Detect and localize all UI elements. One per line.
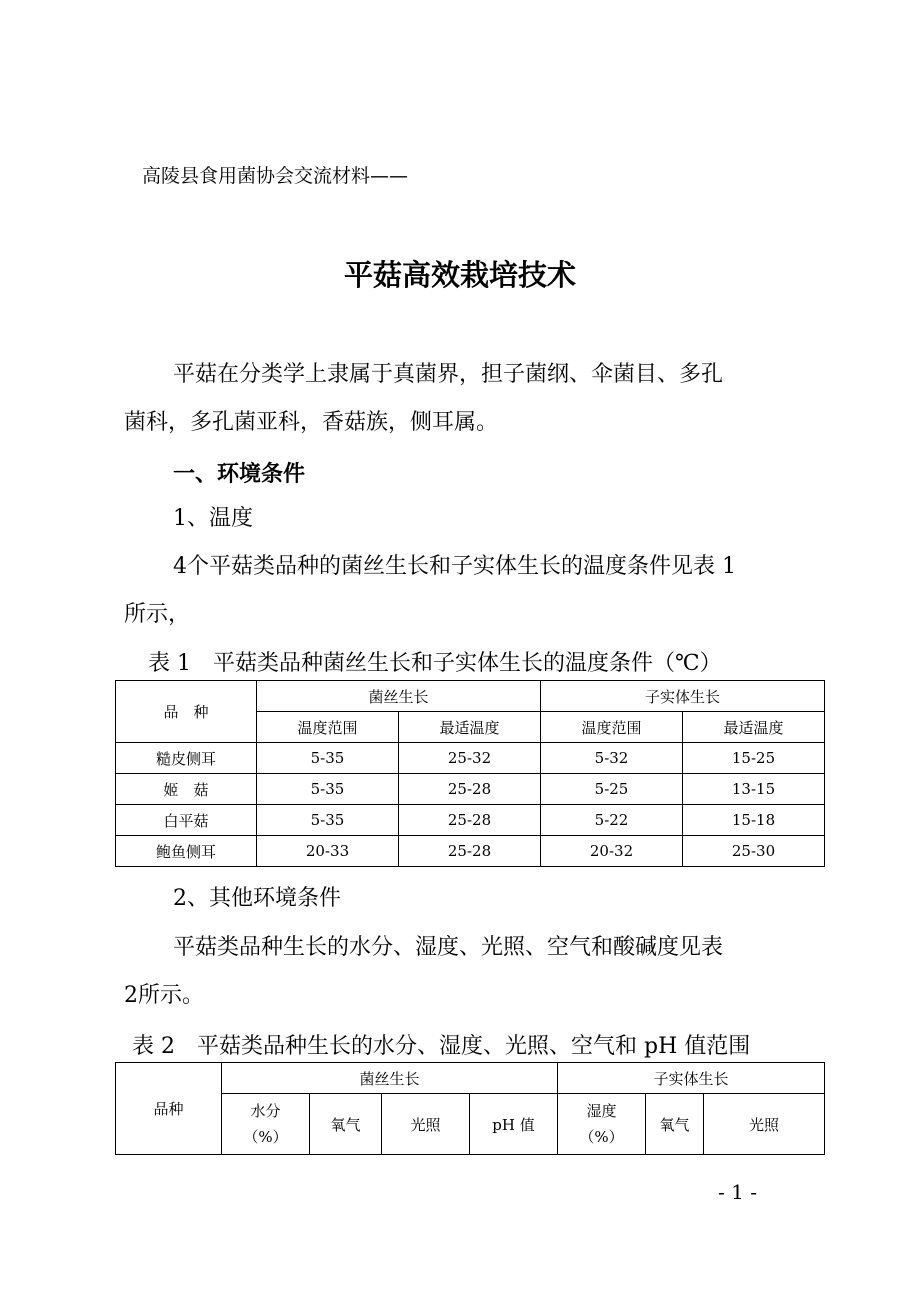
table2-subheader-humidity: [558, 1094, 646, 1155]
value-cell: 5-32: [541, 743, 683, 774]
value-cell: 25-30: [683, 836, 825, 867]
table2-header-variety: 品种: [116, 1063, 222, 1155]
subsection-heading-temperature: 1、温度: [173, 506, 253, 531]
temperature-para-line-2: 所示，: [124, 602, 191, 627]
humidity-label: 湿度: [586, 1102, 617, 1120]
table1-subheader-range: 温度范围: [541, 712, 683, 743]
temperature-table: [115, 680, 825, 867]
value-cell: 5-35: [257, 805, 399, 836]
table-row: [116, 774, 825, 805]
subsection-heading-other: 2、其他环境条件: [173, 886, 341, 911]
value-cell: 5-35: [257, 743, 399, 774]
variety-cell: 白平菇: [116, 805, 257, 836]
table2-subheader-water: [222, 1094, 310, 1155]
document-header: 高陵县食用菌协会交流材料——: [142, 165, 409, 187]
value-cell: 20-33: [257, 836, 399, 867]
temperature-para-line-1: 4个平菇类品种的菌丝生长和子实体生长的温度条件见表 1: [173, 554, 736, 579]
table-row: [116, 836, 825, 867]
table2-caption: 表 2 平菇类品种生长的水分、湿度、光照、空气和 pH 值范围: [132, 1034, 751, 1059]
table1-subheader-optimal: 最适温度: [683, 712, 825, 743]
table1-caption: 表 1 平菇类品种菌丝生长和子实体生长的温度条件（℃）: [148, 651, 722, 676]
water-label: 水分: [250, 1102, 281, 1120]
value-cell: 25-28: [399, 774, 541, 805]
table1-header-mycelium: 菌丝生长: [257, 681, 541, 712]
value-cell: 5-25: [541, 774, 683, 805]
variety-cell: 鲍鱼侧耳: [116, 836, 257, 867]
value-cell: 20-32: [541, 836, 683, 867]
value-cell: 25-32: [399, 743, 541, 774]
value-cell: 15-25: [683, 743, 825, 774]
intro-line-2: 菌科，多孔菌亚科，香菇族，侧耳属。: [124, 410, 499, 435]
environment-table: [115, 1062, 825, 1155]
value-cell: 15-18: [683, 805, 825, 836]
page-title: 平菇高效栽培技术: [343, 258, 576, 292]
other-para-line-1: 平菇类品种生长的水分、湿度、光照、空气和酸碱度见表: [173, 935, 724, 960]
variety-cell: 糙皮侧耳: [116, 743, 257, 774]
variety-cell: 姬 菇: [116, 774, 257, 805]
table2-subheader-light: 光照: [704, 1094, 825, 1155]
value-cell: 25-28: [399, 805, 541, 836]
value-cell: 5-35: [257, 774, 399, 805]
value-cell: 25-28: [399, 836, 541, 867]
table2-header-fruiting: 子实体生长: [558, 1063, 825, 1094]
table2-subheader-ph: pH 值: [470, 1094, 558, 1155]
table2-header-mycelium: 菌丝生长: [222, 1063, 558, 1094]
table2-subheader-light: 光照: [382, 1094, 470, 1155]
humidity-unit: （%）: [579, 1128, 624, 1146]
other-para-line-2: 2所示。: [124, 983, 204, 1008]
section-heading: 一、环境条件: [173, 462, 306, 487]
table1-subheader-optimal: 最适温度: [399, 712, 541, 743]
table-row: [116, 805, 825, 836]
table2-subheader-oxygen: 氧气: [646, 1094, 704, 1155]
value-cell: 5-22: [541, 805, 683, 836]
intro-line-1: 平菇在分类学上隶属于真菌界，担子菌纲、伞菌目、多孔: [173, 362, 724, 387]
water-unit: （%）: [243, 1128, 288, 1146]
page-number: - 1 -: [718, 1180, 757, 1204]
table1-subheader-range: 温度范围: [257, 712, 399, 743]
table1-header-fruiting: 子实体生长: [541, 681, 825, 712]
value-cell: 13-15: [683, 774, 825, 805]
table2-subheader-oxygen: 氧气: [310, 1094, 382, 1155]
table1-header-variety: 品 种: [116, 681, 257, 743]
table-row: [116, 743, 825, 774]
